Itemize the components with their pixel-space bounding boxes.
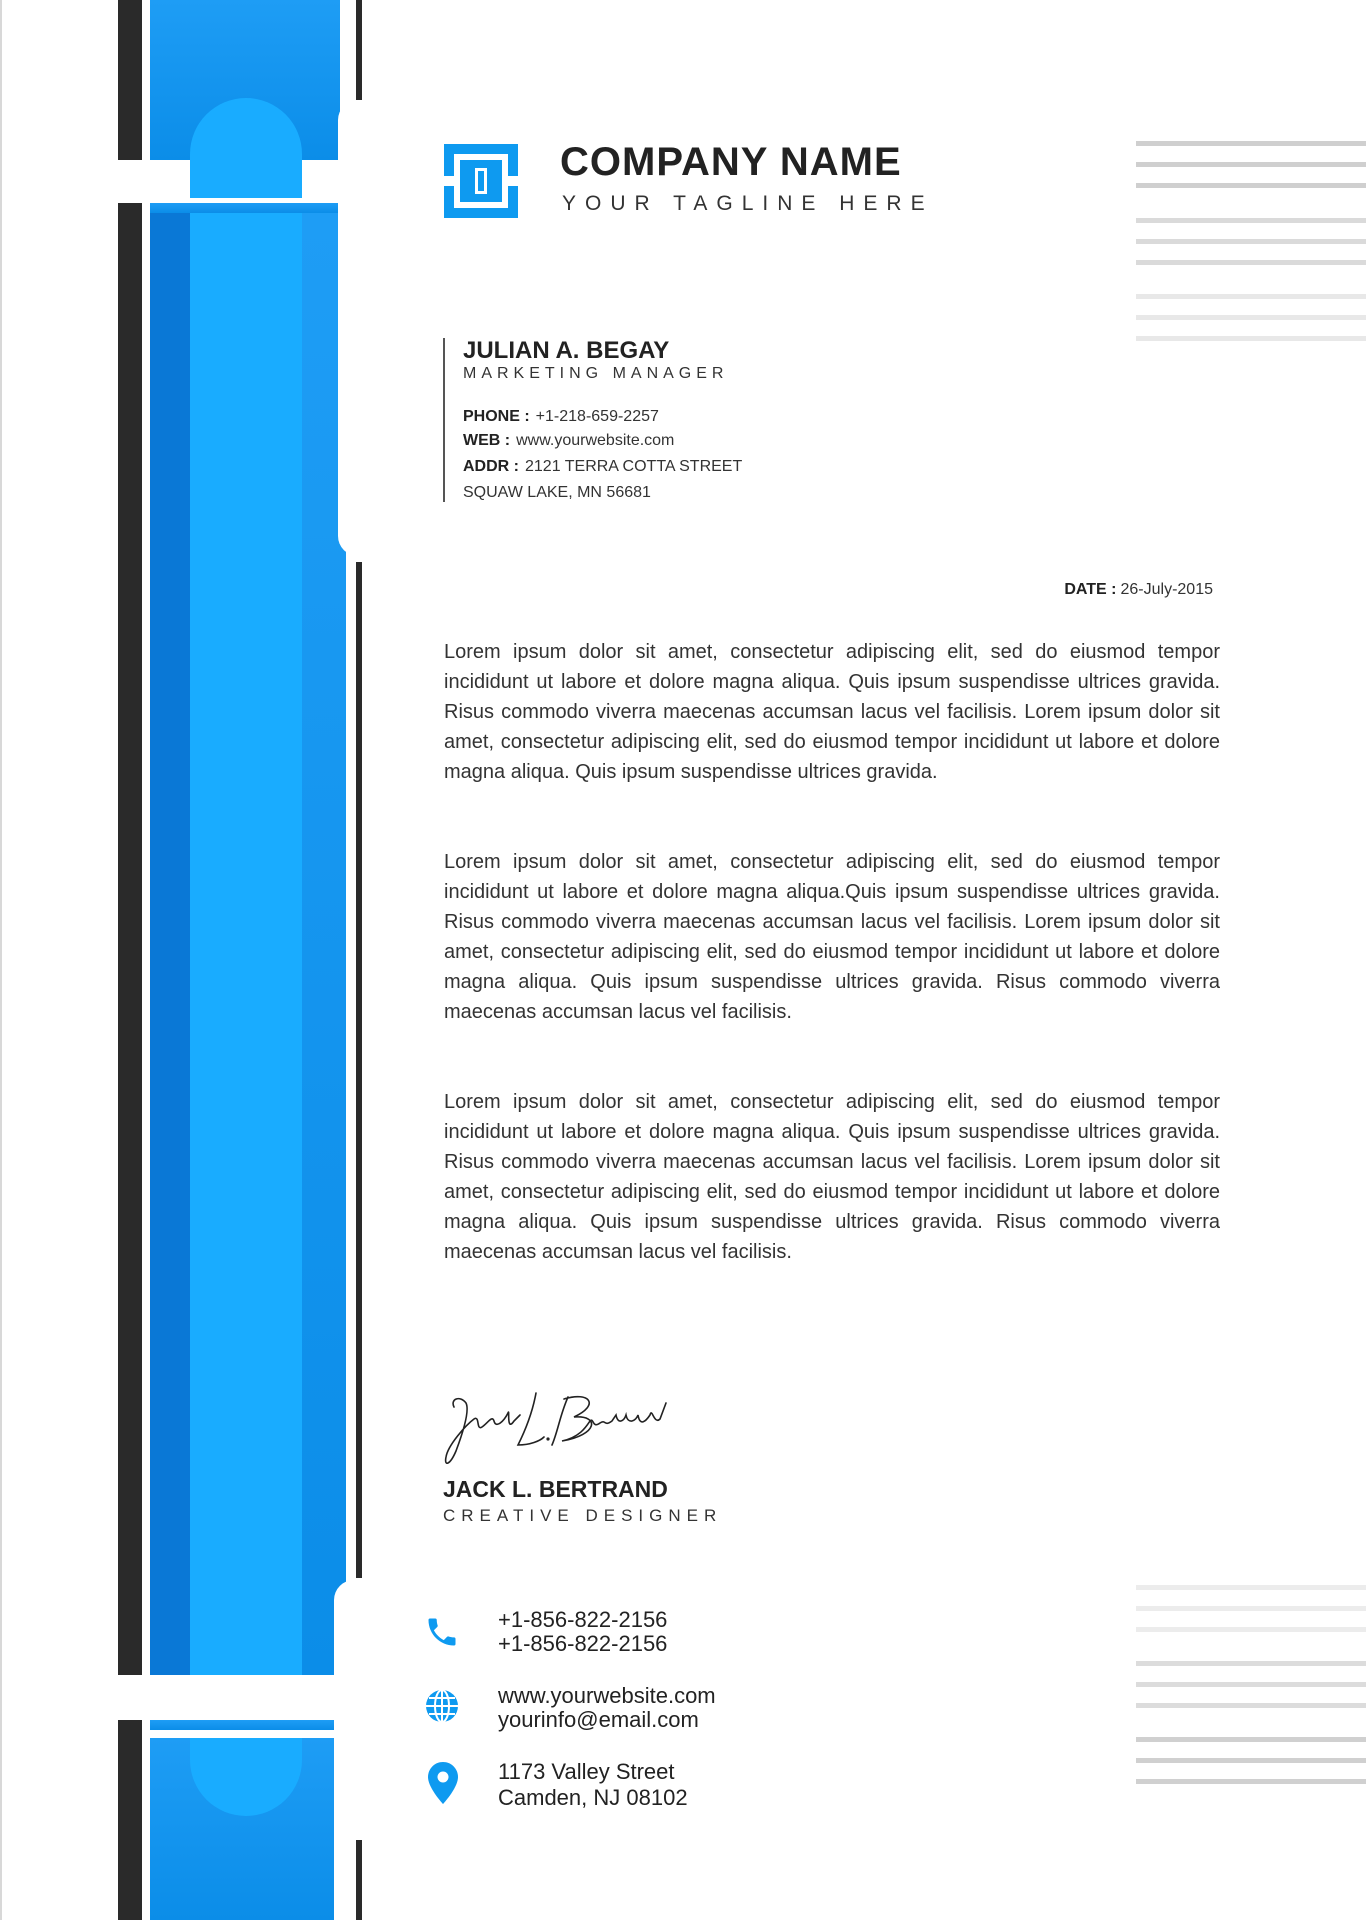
page-edge-line xyxy=(0,0,2,1920)
dark-bar-top xyxy=(118,0,142,160)
dark-bar-main xyxy=(118,205,142,1675)
footer-phone-1: +1-856-822-2156 xyxy=(498,1607,668,1632)
stripe xyxy=(1136,260,1366,265)
footer-website[interactable]: www.yourwebsite.com xyxy=(498,1683,716,1708)
dark-edge-line-mid xyxy=(356,562,362,1578)
stripe xyxy=(1136,1585,1366,1590)
white-notch-top xyxy=(338,100,368,556)
signer-name: JACK L. BERTRAND xyxy=(443,1476,668,1502)
dark-thin-line-bottom xyxy=(118,1720,142,1730)
sender-phone: +1-218-659-2257 xyxy=(535,408,659,425)
blue-thin-line-top xyxy=(150,203,340,213)
stripe xyxy=(1136,1703,1366,1708)
company-tagline: YOUR TAGLINE HERE xyxy=(562,192,934,215)
date-value: 26-July-2015 xyxy=(1120,581,1213,598)
stripe xyxy=(1136,315,1366,320)
company-name: COMPANY NAME xyxy=(560,140,902,184)
bracket-square-logo-icon xyxy=(444,144,518,218)
stripe xyxy=(1136,218,1366,223)
signature-scribble-icon xyxy=(440,1385,680,1473)
dark-bar-bottom xyxy=(118,1722,142,1920)
stripe xyxy=(1136,1606,1366,1611)
stripe xyxy=(1136,141,1366,146)
signer-role: CREATIVE DESIGNER xyxy=(443,1506,723,1525)
sender-role: MARKETING MANAGER xyxy=(463,365,729,382)
sender-web-label: WEB : xyxy=(463,432,511,449)
phone-icon xyxy=(424,1614,460,1650)
globe-icon xyxy=(424,1688,460,1724)
sender-web-line xyxy=(463,432,674,450)
sender-addr-line1: 2121 TERRA COTTA STREET xyxy=(525,458,743,475)
stripe xyxy=(1136,1661,1366,1666)
date-label: DATE : xyxy=(1064,581,1117,598)
company-logo xyxy=(444,144,518,218)
stripe xyxy=(1136,1682,1366,1687)
sender-web[interactable]: www.yourwebsite.com xyxy=(516,432,675,449)
blue-column-highlight xyxy=(190,213,302,1675)
stripe xyxy=(1136,162,1366,167)
stripe xyxy=(1136,1627,1366,1632)
sender-addr-label: ADDR : xyxy=(463,458,519,475)
stripe xyxy=(1136,183,1366,188)
letter-date xyxy=(1064,581,1213,599)
blue-rounded-top xyxy=(190,98,302,198)
stripe xyxy=(1136,1737,1366,1742)
sender-addr-line2: SQUAW LAKE, MN 56681 xyxy=(463,484,651,501)
footer-address-2: Camden, NJ 08102 xyxy=(498,1785,688,1810)
stripe xyxy=(1136,239,1366,244)
handwritten-signature xyxy=(440,1385,680,1473)
stripe xyxy=(1136,336,1366,341)
footer-phone-2: +1-856-822-2156 xyxy=(498,1631,668,1656)
sender-divider-line xyxy=(443,338,445,502)
sender-phone-line xyxy=(463,408,659,426)
stripe xyxy=(1136,1779,1366,1784)
sender-name: JULIAN A. BEGAY xyxy=(463,337,670,364)
dark-thin-line-top xyxy=(118,203,142,213)
body-paragraph-1: Lorem ipsum dolor sit amet, consectetur adipiscing elit, sed do eiusmod tempor incididunt ut labore et dolore magna aliqua. Quis ipsum suspendisse ultrices gravida. Risus commodo viverra maecenas accumsan lacus vel facilisis. Lorem ipsum dolor sit amet, consectetur adipiscing elit, sed do eiusmod tempor incididunt ut labore et dolore magna aliqua. Quis ipsum suspendisse ultrices gravida. xyxy=(444,641,1220,783)
dark-edge-line-top xyxy=(356,0,362,100)
dark-edge-line-bottom xyxy=(356,1840,362,1920)
body-paragraph-2: Lorem ipsum dolor sit amet, consectetur adipiscing elit, sed do eiusmod tempor incididunt ut labore et dolore magna aliqua.Quis ipsum suspendisse ultrices gravida. Risus commodo viverra maecenas accumsan lacus vel facilisis. Lorem ipsum dolor sit amet, consectetur adipiscing elit, sed do eiusmod tempor incididunt ut labore et dolore magna aliqua. Quis ipsum suspendisse ultrices gravida. Risus commodo viverra maecenas accumsan lacus vel facilisis. xyxy=(444,851,1220,1023)
stripe xyxy=(1136,1758,1366,1763)
sender-addr-line xyxy=(463,458,742,476)
white-notch-bottom xyxy=(334,1580,364,1838)
footer-address-1: 1173 Valley Street xyxy=(498,1759,675,1784)
body-paragraph-3: Lorem ipsum dolor sit amet, consectetur adipiscing elit, sed do eiusmod tempor incididunt ut labore et dolore magna aliqua. Quis ipsum suspendisse ultrices gravida. Risus commodo viverra maecenas accumsan lacus vel facilisis. Lorem ipsum dolor sit amet, consectetur adipiscing elit, sed do eiusmod tempor incididunt ut labore et dolore magna aliqua. Quis ipsum suspendisse ultrices gravida. Risus commodo viverra maecenas accumsan lacus vel facilisis. xyxy=(444,1091,1220,1263)
sender-phone-label: PHONE : xyxy=(463,408,530,425)
blue-column-shade xyxy=(150,213,190,1675)
location-pin-icon xyxy=(428,1762,458,1804)
stripe xyxy=(1136,294,1366,299)
footer-email[interactable]: yourinfo@email.com xyxy=(498,1707,699,1732)
blue-thin-line-bottom xyxy=(150,1720,334,1730)
